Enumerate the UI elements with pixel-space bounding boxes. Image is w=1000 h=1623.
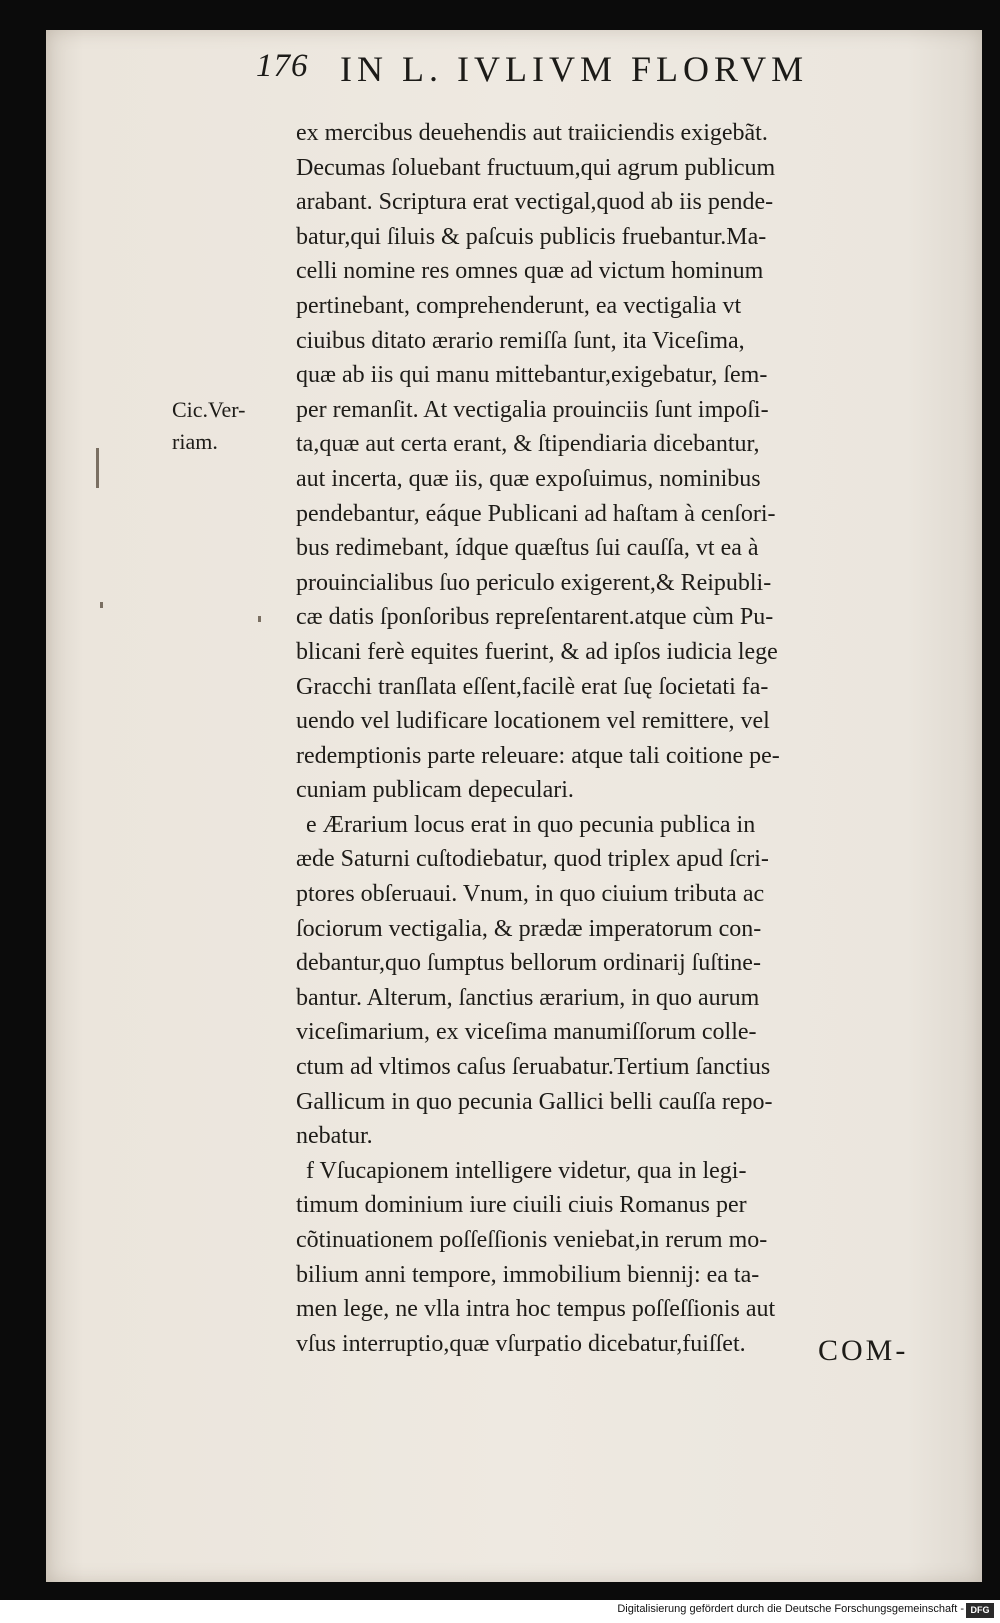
page-number: 176 (256, 48, 309, 84)
footer-bar (0, 1600, 1000, 1623)
text-line: Decumas ſoluebant fructuum,qui agrum publicum (296, 154, 776, 181)
text-line: pendebantur, eáque Publicani ad haſtam à cenſori- (296, 500, 776, 527)
text-line: quæ ab iis qui manu mittebantur,exigebatur, ſem- (296, 362, 768, 389)
text-line: cõtinuationem poſſeſſionis veniebat,in rerum mo- (296, 1227, 768, 1253)
text-line: timum dominium iure ciuili ciuis Romanus per (296, 1192, 747, 1219)
text-line: batur,qui ſiluis & paſcuis publicis fruebantur.Ma- (296, 223, 767, 250)
text-line: men lege, ne vlla intra hoc tempus poſſeſſionis aut (296, 1296, 776, 1323)
margin-note-line: Cic.Ver- (172, 397, 246, 422)
body-text (296, 116, 936, 1361)
text-line: viceſimarium, ex viceſima manumiſſorum colle- (296, 1019, 757, 1046)
text-line: ciuibus ditato ærario remiſſa ſunt, ita Viceſima, (296, 327, 745, 354)
ink-mark (96, 448, 99, 488)
text-line: e Ærarium locus erat in quo pecunia publica in (306, 811, 756, 838)
text-line: arabant. Scriptura erat vectigal,quod ab iis pende- (296, 189, 774, 216)
text-line: aut incerta, quæ iis, quæ expoſuimus, nominibus (296, 465, 761, 492)
margin-note (172, 394, 245, 458)
text-line: Gracchi tranſlata eſſent,facilè erat ſuę ſocietati fa- (296, 673, 769, 700)
text-line: nebatur. (296, 1123, 373, 1150)
text-line: per remanſit. At vectigalia prouinciis ſunt impoſi- (296, 396, 769, 423)
text-line: blicani ferè equites fuerint, & ad ipſos iudicia lege (296, 638, 778, 665)
text-line: f Vſucapionem intelligere videtur, qua in legi- (306, 1157, 747, 1184)
text-line: vſus interruptio,quæ vſurpatio dicebatur,fuiſſet. (296, 1330, 746, 1357)
text-line: ſociorum vectigalia, & prædæ imperatorum con- (296, 915, 762, 942)
text-line: bilium anni tempore, immobilium biennij: ea ta- (296, 1261, 760, 1288)
dfg-logo: DFG (966, 1603, 994, 1618)
text-line: cæ datis ſponſoribus repreſentarent.atque cùm Pu- (296, 604, 774, 631)
page-header (256, 48, 906, 98)
catchword: COM- (818, 1334, 909, 1367)
text-line: ta,quæ aut certa erant, & ſtipendiaria dicebantur, (296, 431, 760, 458)
running-title: IN L. IVLIVM FLORVM (340, 49, 809, 89)
text-line: bantur. Alterum, ſanctius ærarium, in quo aurum (296, 984, 760, 1011)
text-line: ptores obſeruaui. Vnum, in quo ciuium tributa ac (296, 881, 765, 908)
text-line: prouincialibus ſuo periculo exigerent,& Reipubli- (296, 569, 772, 596)
margin-note-line: riam. (172, 429, 218, 454)
text-line: uendo vel ludificare locationem vel remittere, vel (296, 708, 770, 735)
footer-credit: Digitalisierung gefördert durch die Deutsche Forschungsgemeinschaft - (617, 1603, 964, 1615)
text-line: redemptionis parte releuare: atque tali coitione pe- (296, 742, 780, 769)
text-line: ctum ad vltimos caſus ſeruabatur.Tertium ſanctius (296, 1054, 771, 1081)
text-line: pertinebant, comprehenderunt, ea vectigalia vt (296, 292, 742, 319)
text-line: cuniam publicam depeculari. (296, 777, 574, 804)
ink-mark (100, 602, 103, 608)
text-line: Gallicum in quo pecunia Gallici belli cauſſa repo- (296, 1088, 773, 1115)
ink-mark (258, 616, 261, 622)
text-line: celli nomine res omnes quæ ad victum hominum (296, 258, 764, 285)
text-line: ex mercibus deuehendis aut traiiciendis exigebãt. (296, 120, 768, 146)
text-line: bus redimebant, ídque quæſtus ſui cauſſa, vt ea à (296, 535, 759, 562)
text-line: æde Saturni cuſtodiebatur, quod triplex apud ſcri- (296, 846, 769, 873)
text-line: debantur,quo ſumptus bellorum ordinarij ſuſtine- (296, 950, 761, 977)
